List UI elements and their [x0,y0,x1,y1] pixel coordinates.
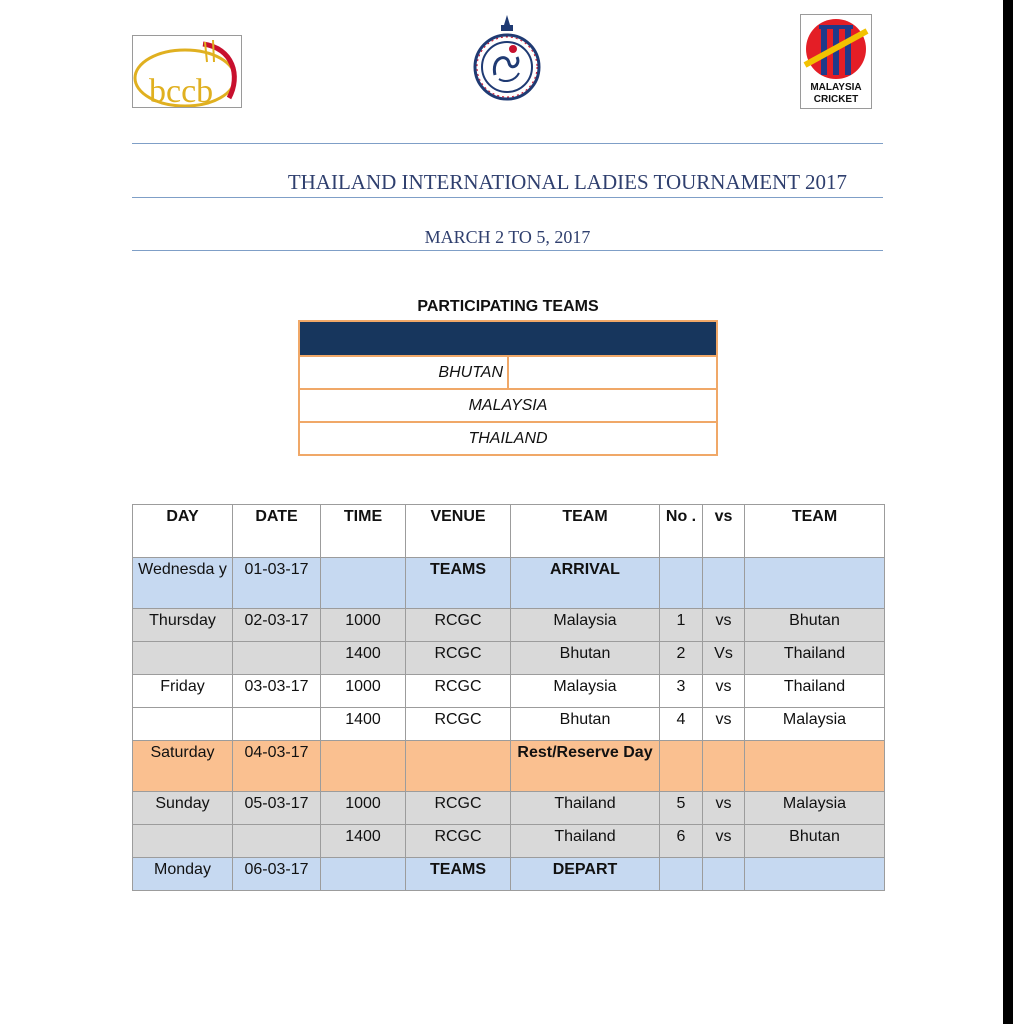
cell-day: Saturday [133,741,233,792]
bccb-logo-text: bccb [149,73,214,107]
cell-date [233,708,321,741]
cell-vs [703,558,745,609]
cell-vs: vs [703,825,745,858]
cell-opponent [745,858,885,891]
table-row [133,609,885,642]
cell-date: 04-03-17 [233,741,321,792]
cell-opponent: Bhutan [745,825,885,858]
cell-time: 1000 [321,609,406,642]
cell-day [133,642,233,675]
cell-team: Malaysia [511,609,660,642]
participating-team-row [299,389,717,422]
participating-teams-header-row [299,321,717,356]
cell-venue: RCGC [406,825,511,858]
malaysia-cricket-logo [800,14,872,109]
column-header-date: DATE [233,505,321,558]
cell-opponent [745,741,885,792]
schedule-header-row [133,505,885,558]
cell-day: Friday [133,675,233,708]
column-header-day: DAY [133,505,233,558]
cell-vs: vs [703,609,745,642]
cell-match-number [660,858,703,891]
cell-opponent: Malaysia [745,708,885,741]
cell-day: Sunday [133,792,233,825]
cell-venue [406,741,511,792]
column-header-team: TEAM [511,505,660,558]
participating-teams-heading: PARTICIPATING TEAMS [417,298,599,315]
cell-date: 05-03-17 [233,792,321,825]
bccb-logo-graphic [133,36,241,107]
malaysia-cricket-line2: CRICKET [813,94,859,105]
cricket-association-thailand-logo [473,13,541,101]
header-rule-1 [132,143,883,144]
participating-team-row [299,422,717,455]
cell-date: 01-03-17 [233,558,321,609]
cell-time: 1000 [321,675,406,708]
cell-team: ARRIVAL [511,558,660,609]
cell-venue: TEAMS [406,858,511,891]
cell-date: 03-03-17 [233,675,321,708]
malaysia-cricket-line1: MALAYSIA [810,82,862,93]
cell-time: 1000 [321,792,406,825]
cell-vs: vs [703,675,745,708]
document-title: THAILAND INTERNATIONAL LADIES TOURNAMENT 2017 [287,170,847,194]
cell-day: Thursday [133,609,233,642]
participating-teams-header-cell [299,321,717,356]
cell-time [321,858,406,891]
cell-team: Bhutan [511,708,660,741]
table-row [133,858,885,891]
participating-team-row [299,356,717,389]
cell-date [233,642,321,675]
column-header-opponent-team: TEAM [745,505,885,558]
participating-team-cell: BHUTAN [299,356,508,389]
cell-team: Thailand [511,792,660,825]
cell-opponent: Thailand [745,642,885,675]
cell-day: Monday [133,858,233,891]
cell-day [133,825,233,858]
cell-date: 06-03-17 [233,858,321,891]
cell-venue: RCGC [406,708,511,741]
cell-venue: RCGC [406,675,511,708]
cell-opponent: Thailand [745,675,885,708]
cell-venue: TEAMS [406,558,511,609]
column-header-vs: vs [703,505,745,558]
participating-teams-table [298,320,718,456]
table-row [133,708,885,741]
cell-team: Bhutan [511,642,660,675]
cell-team: Thailand [511,825,660,858]
column-header-venue: VENUE [406,505,511,558]
cell-time: 1400 [321,825,406,858]
cell-time [321,741,406,792]
cell-match-number [660,558,703,609]
header-rule-2 [132,197,883,198]
cell-time: 1400 [321,708,406,741]
cell-team: Rest/Reserve Day [511,741,660,792]
table-row [133,825,885,858]
center-emblem-graphic [473,13,541,101]
cell-time: 1400 [321,642,406,675]
participating-team-cell: THAILAND [299,422,717,455]
cell-venue: RCGC [406,642,511,675]
cell-match-number: 6 [660,825,703,858]
column-header-match-number: No . [660,505,703,558]
header-rule-3 [132,250,883,251]
table-row [133,792,885,825]
cell-match-number: 2 [660,642,703,675]
column-header-time: TIME [321,505,406,558]
cell-match-number: 4 [660,708,703,741]
cell-day: Wednesda y [133,558,233,609]
cell-opponent: Bhutan [745,609,885,642]
tournament-dates: MARCH 2 TO 5, 2017 [424,227,591,247]
cell-opponent [745,558,885,609]
bccb-logo [132,35,242,108]
cell-match-number: 1 [660,609,703,642]
cell-date [233,825,321,858]
table-row [133,741,885,792]
cell-team: Malaysia [511,675,660,708]
cell-venue: RCGC [406,792,511,825]
table-row [133,558,885,609]
cell-vs: Vs [703,642,745,675]
cell-time [321,558,406,609]
cell-vs [703,741,745,792]
participating-team-cell: MALAYSIA [299,389,717,422]
cell-day [133,708,233,741]
participating-team-empty-cell [508,356,717,389]
cell-vs: vs [703,792,745,825]
cell-match-number: 5 [660,792,703,825]
cell-team: DEPART [511,858,660,891]
cell-vs [703,858,745,891]
cell-match-number: 3 [660,675,703,708]
cell-venue: RCGC [406,609,511,642]
table-row [133,675,885,708]
cell-match-number [660,741,703,792]
table-row [133,642,885,675]
cell-date: 02-03-17 [233,609,321,642]
match-schedule-table [132,504,885,891]
cell-vs: vs [703,708,745,741]
cell-opponent: Malaysia [745,792,885,825]
